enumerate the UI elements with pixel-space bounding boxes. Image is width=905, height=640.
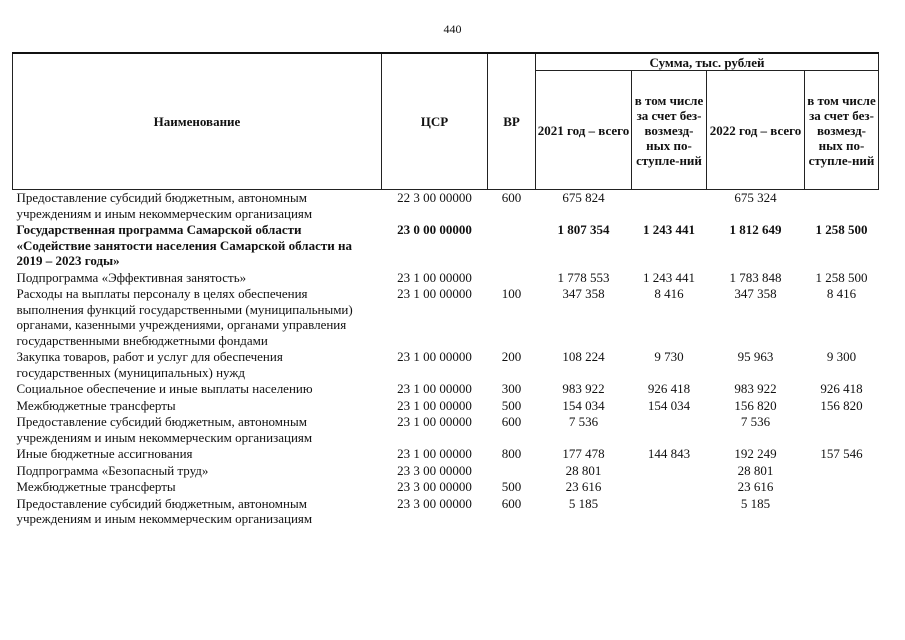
row-2022-total: 1 812 649	[729, 222, 782, 237]
row-2022-incl	[805, 463, 879, 480]
row-2021-incl: 144 843	[647, 446, 691, 461]
row-2021-total: 177 478	[562, 446, 605, 461]
row-vr: 500	[501, 397, 522, 413]
row-vr	[488, 463, 536, 480]
row-2021-incl: 154 034	[647, 397, 691, 413]
row-2022-incl: 8 416	[826, 286, 857, 301]
row-2021-total: 7 536	[568, 414, 599, 429]
row-name: Межбюджетные трансферты	[16, 479, 176, 494]
row-name: Расходы на выплаты персоналу в целях обеспечения выполнения функций государственными (муниципальными) органами, казенными учреждениями, органами управления государственными внебюджетными фондами	[16, 286, 353, 348]
row-2021-total: 28 801	[565, 462, 602, 478]
row-vr: 300	[501, 381, 522, 396]
row-2021-total: 1 778 553	[557, 269, 610, 285]
row-2022-total: 23 616	[737, 479, 774, 494]
header-vr: ВР	[488, 53, 536, 190]
row-2022-total: 156 820	[734, 397, 777, 413]
header-csr: ЦСР	[382, 53, 488, 190]
row-2022-incl	[805, 496, 879, 528]
row-vr: 600	[501, 190, 522, 205]
table-header	[13, 53, 879, 190]
row-2022-total: 5 185	[740, 495, 771, 511]
header-2021-incl: в том числе за счет без-возмезд-ных по-ступле-ний	[632, 71, 707, 190]
row-csr: 23 3 00 00000	[397, 462, 472, 478]
row-2022-total: 347 358	[734, 286, 777, 301]
row-csr: 23 1 00 00000	[397, 381, 472, 396]
row-name: Предоставление субсидий бюджетным, автономным учреждениям и иным некоммерческим организациям	[16, 414, 313, 445]
row-2022-incl: 1 258 500	[815, 269, 868, 285]
row-2021-incl	[632, 479, 707, 496]
table-row	[13, 286, 879, 349]
row-csr: 23 1 00 00000	[397, 414, 472, 429]
table-row	[13, 463, 879, 480]
row-2021-incl: 8 416	[654, 286, 684, 301]
row-csr: 23 3 00 00000	[397, 479, 472, 494]
row-2021-total: 108 224	[562, 349, 605, 364]
row-name: Закупка товаров, работ и услуг для обеспечения государственных (муниципальных) нужд	[16, 349, 283, 380]
row-name: Предоставление субсидий бюджетным, автономным учреждениям и иным некоммерческим организациям	[16, 190, 313, 221]
table-row	[13, 381, 879, 398]
row-2021-total: 154 034	[562, 397, 605, 413]
header-2022-incl: в том числе за счет без-возмезд-ных по-ступле-ний	[805, 71, 879, 190]
row-name: Иные бюджетные ассигнования	[16, 446, 193, 461]
row-2022-incl: 9 300	[826, 349, 857, 364]
row-2021-incl: 926 418	[647, 381, 691, 396]
row-2022-incl: 1 258 500	[815, 222, 868, 237]
row-vr: 500	[501, 479, 522, 494]
table-row	[13, 479, 879, 496]
row-name: Социальное обеспечение и иные выплаты населению	[16, 381, 313, 396]
header-2022-total: 2022 год – всего	[707, 71, 805, 190]
row-vr: 100	[501, 286, 522, 301]
row-2021-total: 5 185	[568, 495, 599, 511]
row-2022-incl	[805, 190, 879, 223]
row-2021-incl	[632, 414, 707, 446]
row-csr: 23 1 00 00000	[397, 269, 472, 285]
row-csr: 23 1 00 00000	[397, 446, 472, 461]
row-2022-total: 983 922	[734, 381, 777, 396]
page-number: 440	[443, 22, 462, 36]
row-vr	[488, 222, 536, 270]
row-csr: 22 3 00 00000	[397, 190, 472, 205]
table-row	[13, 190, 879, 223]
row-name: Подпрограмма «Безопасный труд»	[16, 462, 209, 478]
row-2022-total: 95 963	[737, 349, 774, 364]
row-2022-total: 675 324	[734, 190, 777, 205]
row-2022-incl	[805, 479, 879, 496]
row-2022-incl: 926 418	[820, 381, 863, 396]
row-2022-total: 28 801	[737, 462, 774, 478]
row-vr: 600	[501, 495, 522, 511]
table-row	[13, 270, 879, 287]
table-row	[13, 414, 879, 446]
budget-table	[12, 52, 879, 528]
table-row	[13, 349, 879, 381]
table-body	[13, 190, 879, 528]
row-csr: 23 1 00 00000	[397, 397, 472, 413]
row-2021-total: 675 824	[562, 190, 605, 205]
row-2022-total: 192 249	[734, 446, 777, 461]
row-name: Предоставление субсидий бюджетным, автономным учреждениям и иным некоммерческим организациям	[16, 495, 313, 526]
row-name: Межбюджетные трансферты	[16, 397, 176, 413]
row-vr: 600	[501, 414, 522, 429]
header-name: Наименование	[13, 53, 382, 190]
row-2021-total: 1 807 354	[557, 222, 610, 237]
row-name: Государственная программа Самарской области «Содействие занятости населения Самарской области на 2019 – 2023 годы»	[16, 222, 352, 268]
row-csr: 23 3 00 00000	[397, 495, 472, 511]
row-csr: 23 0 00 00000	[397, 222, 472, 237]
row-2021-incl	[632, 463, 707, 480]
row-2021-incl: 1 243 441	[643, 269, 695, 285]
row-vr: 800	[501, 446, 522, 461]
row-2021-incl: 9 730	[654, 349, 684, 364]
row-2021-total: 347 358	[562, 286, 605, 301]
row-name: Подпрограмма «Эффективная занятость»	[16, 269, 247, 285]
table-row	[13, 398, 879, 415]
header-sum-group: Сумма, тыс. рублей	[536, 53, 879, 71]
row-vr	[488, 270, 536, 287]
row-2022-incl: 157 546	[820, 446, 863, 461]
row-vr: 200	[501, 349, 522, 364]
row-2021-incl	[632, 190, 707, 223]
row-csr: 23 1 00 00000	[397, 286, 472, 301]
table-row	[13, 446, 879, 463]
row-2022-incl	[805, 414, 879, 446]
row-2021-total: 983 922	[562, 381, 605, 396]
row-csr: 23 1 00 00000	[397, 349, 472, 364]
row-2022-total: 7 536	[740, 414, 771, 429]
row-2021-incl: 1 243 441	[643, 222, 695, 237]
row-2021-total: 23 616	[565, 479, 602, 494]
row-2022-incl: 156 820	[820, 397, 863, 413]
table-row	[13, 222, 879, 270]
table-row	[13, 496, 879, 528]
row-2022-total: 1 783 848	[729, 269, 782, 285]
header-2021-total: 2021 год – всего	[536, 71, 632, 190]
row-2021-incl	[632, 496, 707, 528]
